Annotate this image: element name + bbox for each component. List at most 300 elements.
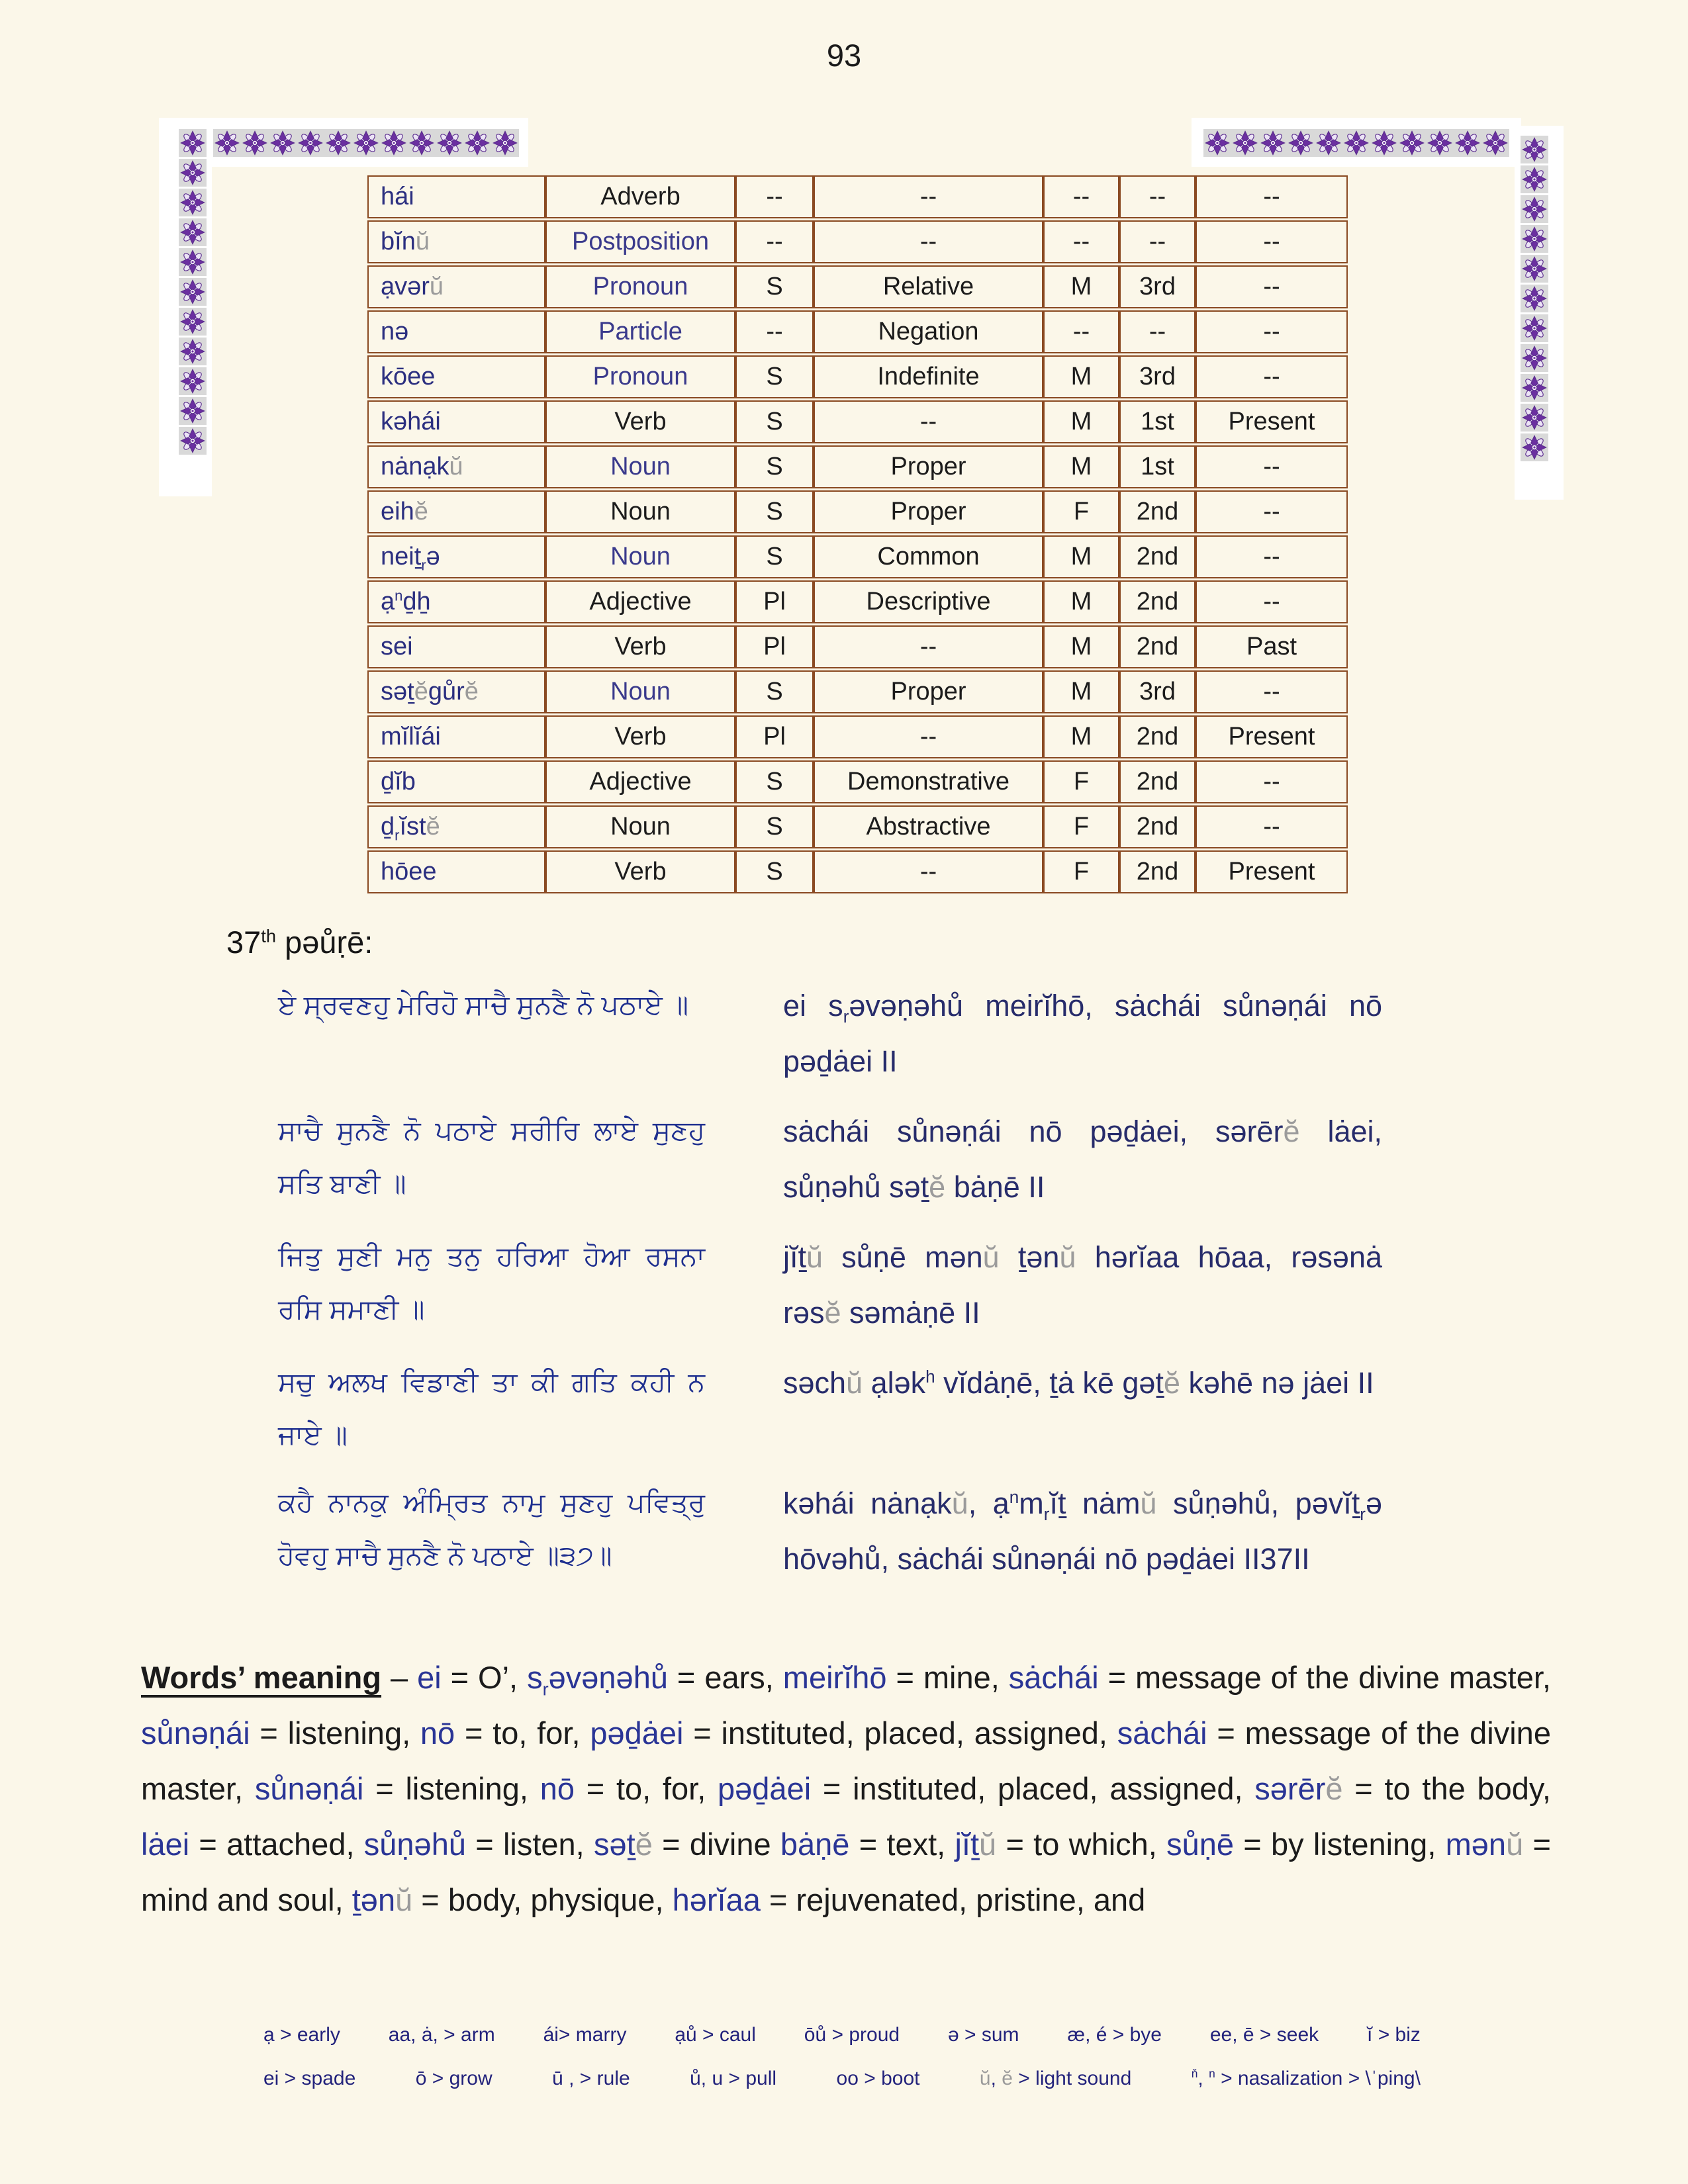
- legend-item: oo > boot: [836, 2068, 920, 2089]
- equals-sign: =: [455, 1715, 493, 1751]
- table-cell: S: [735, 535, 814, 578]
- light-vowel: ŭ: [979, 2068, 991, 2089]
- verse-gurmukhi: ਜਿਤੁ ਸੁਣੀ ਮਨੁ ਤਨੁ ਹਰਿਆ ਹੋਆ ਰਸਨਾ ਰਸਿ ਸਮਾਣੀ ॥: [278, 1241, 705, 1324]
- table-row: [367, 805, 1348, 848]
- flower-tile: [463, 129, 491, 157]
- table-cell: M: [1043, 265, 1119, 308]
- table-row: [367, 220, 1348, 263]
- flower-tile: [1521, 433, 1548, 461]
- flower-icon: [1316, 130, 1341, 156]
- flower-tile: [1521, 285, 1548, 312]
- verse-transliteration: ei $s_rəvəṇəhů$ meirĭhō, sȧchái sůnəṇái nō pəḏȧei II: [783, 989, 1382, 1078]
- flower-icon: [437, 130, 462, 156]
- flower-icon: [353, 130, 379, 156]
- table-cell: --: [1196, 355, 1348, 398]
- flower-icon: [465, 130, 490, 156]
- flower-tile: [179, 159, 207, 187]
- light-vowel: ĕ: [1002, 2068, 1013, 2089]
- flower-icon: [1260, 130, 1286, 156]
- table-cell: S: [735, 445, 814, 488]
- equals-sign: =: [683, 1715, 722, 1751]
- legend-item: ů, u > pull: [690, 2068, 777, 2089]
- table-row: [367, 490, 1348, 533]
- meaning-term: bȧṇē: [780, 1827, 850, 1862]
- meaning-definition: to, for,: [492, 1715, 590, 1751]
- flower-icon: [1522, 256, 1547, 281]
- flower-icon: [1522, 137, 1547, 162]
- meaning-term: lȧei: [141, 1827, 190, 1862]
- flower-icon: [1427, 130, 1452, 156]
- light-vowel: ĕ: [414, 498, 428, 525]
- flower-border-right: [1521, 136, 1548, 461]
- meaning-term: sůnəṇái: [141, 1715, 250, 1751]
- table-cell: S: [735, 400, 814, 443]
- flower-icon: [381, 130, 406, 156]
- table-cell: 1st: [1119, 400, 1196, 443]
- table-cell: --: [1196, 445, 1348, 488]
- table-cell: Particle: [545, 310, 735, 353]
- flower-tile: [1481, 129, 1509, 157]
- table-cell: Proper: [814, 490, 1043, 533]
- flower-icon: [1522, 226, 1547, 251]
- table-cell: --: [735, 310, 814, 353]
- legend-item: ŭ, ĕ > light sound: [979, 2068, 1132, 2089]
- light-vowel: ŭ: [1059, 1240, 1076, 1274]
- table-cell: ạ$^n$ḏẖ: [367, 580, 545, 623]
- table-cell: Pl: [735, 580, 814, 623]
- flower-tile: [380, 129, 408, 157]
- flower-icon: [180, 398, 205, 424]
- light-vowel: ĕ: [414, 678, 428, 705]
- table-cell: --: [1196, 535, 1348, 578]
- table-cell: M: [1043, 445, 1119, 488]
- table-row: [367, 265, 1348, 308]
- grammar-table: [367, 173, 1348, 895]
- equals-sign: =: [441, 1660, 479, 1695]
- verse-gurmukhi: ਸਚੁ ਅਲਖ ਵਿਡਾਣੀ ਤਾ ਕੀ ਗਤਿ ਕਹੀ ਨ ਜਾਏ ॥: [278, 1367, 705, 1450]
- flower-icon: [180, 279, 205, 304]
- flower-icon: [180, 160, 205, 185]
- table-cell: 2nd: [1119, 580, 1196, 623]
- flower-tile: [324, 129, 352, 157]
- legend-row-2: [263, 2068, 1421, 2090]
- flower-border-left: [179, 129, 207, 455]
- table-cell: 3rd: [1119, 265, 1196, 308]
- meaning-term: ei: [417, 1660, 442, 1695]
- flower-border-top-right: [1203, 129, 1509, 157]
- table-cell: 1st: [1119, 445, 1196, 488]
- table-row: [367, 175, 1348, 218]
- flower-tile: [1521, 136, 1548, 163]
- legend-item: $^ň$, $^n$ > nasalization > \ˈping\: [1191, 2067, 1421, 2089]
- table-cell: Present: [1196, 400, 1348, 443]
- flower-icon: [298, 130, 323, 156]
- meaning-definition: listening,: [405, 1771, 540, 1806]
- verse-transliteration: səchŭ ạlək$^h$ vĭdȧṇē, ṯȧ kē gəṯĕ kəhē nə jȧei II: [783, 1366, 1374, 1400]
- verse-gurmukhi: ਕਹੈ ਨਾਨਕੁ ਅੰਮ੍ਰਿਤ ਨਾਮੁ ਸੁਣਹੁ ਪਵਿਤ੍ਰੁ ਹੋਵਹੁ ਸਾਚੈ ਸੁਨਣੈ ਨੋ ਪਠਾਏ ॥੩੭॥: [278, 1487, 705, 1570]
- light-vowel: ŭ: [429, 273, 444, 300]
- verse-transliteration: jĭṯŭ sůṇē mənŭ ṯənŭ hərĭaa hōaa, rəsənȧ rəsĕ səmȧṇē II: [783, 1240, 1383, 1330]
- flower-icon: [1522, 286, 1547, 311]
- table-cell: Demonstrative: [814, 760, 1043, 803]
- table-row: [367, 850, 1348, 893]
- table-row: [367, 715, 1348, 758]
- table-cell: F: [1043, 850, 1119, 893]
- light-vowel: ŭ: [1140, 1486, 1157, 1520]
- table-cell: M: [1043, 715, 1119, 758]
- flower-tile: [1426, 129, 1454, 157]
- flower-tile: [491, 129, 519, 157]
- table-cell: Negation: [814, 310, 1043, 353]
- light-vowel: ŭ: [979, 1827, 997, 1862]
- meaning-definition: rejuvenated, pristine, and: [796, 1882, 1146, 1917]
- verse-row: [278, 978, 1382, 1089]
- flower-tile: [179, 248, 207, 276]
- table-cell: Noun: [545, 490, 735, 533]
- flower-icon: [1483, 130, 1508, 156]
- table-row: [367, 445, 1348, 488]
- meaning-definition: divine: [689, 1827, 780, 1862]
- flower-icon: [409, 130, 434, 156]
- flower-tile: [1521, 225, 1548, 253]
- table-cell: --: [1196, 760, 1348, 803]
- flower-tile: [179, 189, 207, 216]
- table-cell: Adjective: [545, 580, 735, 623]
- equals-sign: =: [996, 1827, 1034, 1862]
- flower-icon: [1344, 130, 1369, 156]
- table-cell: --: [735, 175, 814, 218]
- light-vowel: ĕ: [635, 1827, 653, 1862]
- equals-sign: =: [1234, 1827, 1271, 1862]
- flower-icon: [1522, 345, 1547, 371]
- verse-gurmukhi: ਏ ਸ੍ਰਵਣਹੁ ਮੇਰਿਹੋ ਸਾਚੈ ਸੁਨਣੈ ਨੋ ਪਠਾਏ ॥: [278, 989, 688, 1020]
- table-cell: Pl: [735, 715, 814, 758]
- light-vowel: ĕ: [929, 1170, 946, 1204]
- flower-icon: [1399, 130, 1425, 156]
- flower-tile: [1521, 374, 1548, 402]
- meaning-definition: to, for,: [616, 1771, 718, 1806]
- meaning-definition: mine,: [923, 1660, 1009, 1695]
- table-cell: sei: [367, 625, 545, 668]
- flower-icon: [180, 190, 205, 215]
- flower-tile: [1342, 129, 1370, 157]
- pronunciation-legend: [263, 2024, 1421, 2090]
- meaning-term: mənŭ: [1445, 1827, 1524, 1862]
- flower-tile: [1259, 129, 1287, 157]
- flower-icon: [1522, 167, 1547, 192]
- flower-tile: [179, 397, 207, 425]
- equals-sign: =: [760, 1882, 796, 1917]
- light-vowel: ĕ: [824, 1296, 841, 1330]
- flower-icon: [242, 130, 267, 156]
- legend-item: ạů > caul: [675, 2024, 756, 2046]
- table-cell: M: [1043, 580, 1119, 623]
- flower-icon: [180, 309, 205, 334]
- equals-sign: =: [363, 1771, 406, 1806]
- meaning-definition: attached,: [226, 1827, 364, 1862]
- table-cell: --: [814, 850, 1043, 893]
- words-meaning-separator: –: [381, 1660, 418, 1695]
- verse-transliteration: kəhái nȧnạkŭ, $ạ^nm_rĭṯ$ nȧmŭ sůṇəhů, pəvĭṯ$_r$ə hōvəhů, sȧchái sůnəṇái nō pəḏȧei II37II: [783, 1486, 1382, 1576]
- table-cell: Postposition: [545, 220, 735, 263]
- verse-row: [278, 1476, 1382, 1587]
- flower-icon: [1205, 130, 1230, 156]
- flower-icon: [1522, 316, 1547, 341]
- table-cell: --: [735, 220, 814, 263]
- table-cell: Proper: [814, 670, 1043, 713]
- equals-sign: =: [811, 1771, 853, 1806]
- table-cell: S: [735, 490, 814, 533]
- table-cell: --: [1196, 490, 1348, 533]
- flower-icon: [180, 369, 205, 394]
- table-row: [367, 355, 1348, 398]
- flower-tile: [179, 129, 207, 157]
- table-cell: Present: [1196, 850, 1348, 893]
- flower-tile: [436, 129, 463, 157]
- meaning-term: sərērĕ: [1254, 1771, 1343, 1806]
- meaning-term: hərĭaa: [672, 1882, 761, 1917]
- table-cell: Verb: [545, 400, 735, 443]
- flower-icon: [1522, 197, 1547, 222]
- meaning-definition: body, physique,: [447, 1882, 673, 1917]
- flower-tile: [1315, 129, 1342, 157]
- flower-tile: [1521, 314, 1548, 342]
- flower-icon: [326, 130, 351, 156]
- meaning-term: pəḏȧei: [718, 1771, 812, 1806]
- flower-icon: [180, 250, 205, 275]
- light-vowel: ŭ: [449, 453, 463, 480]
- light-vowel: ŭ: [806, 1240, 823, 1274]
- words-meaning: [141, 1650, 1551, 1928]
- light-vowel: ŭ: [415, 228, 430, 255]
- light-vowel: ŭ: [1506, 1827, 1524, 1862]
- legend-item: ū , > rule: [552, 2068, 630, 2089]
- table-row: [367, 580, 1348, 623]
- table-cell: --: [1119, 175, 1196, 218]
- table-cell: --: [1119, 310, 1196, 353]
- legend-item: ái> marry: [543, 2024, 627, 2046]
- verse-row: [278, 1355, 1382, 1461]
- table-cell: Verb: [545, 715, 735, 758]
- table-cell: hōee: [367, 850, 545, 893]
- legend-item: ĭ > biz: [1367, 2024, 1421, 2046]
- equals-sign: =: [465, 1827, 503, 1862]
- table-cell: bĭnŭ: [367, 220, 545, 263]
- flower-tile: [297, 129, 324, 157]
- meaning-term: səṯĕ: [594, 1827, 653, 1862]
- flower-icon: [180, 339, 205, 364]
- meaning-term: sůnəṇái: [254, 1771, 364, 1806]
- table-cell: 2nd: [1119, 625, 1196, 668]
- flower-tile: [179, 278, 207, 306]
- flower-tile: [179, 338, 207, 365]
- table-cell: --: [1196, 805, 1348, 848]
- flower-icon: [1233, 130, 1258, 156]
- table-cell: nə: [367, 310, 545, 353]
- table-cell: Descriptive: [814, 580, 1043, 623]
- flower-icon: [1522, 375, 1547, 400]
- table-cell: Pronoun: [545, 265, 735, 308]
- table-cell: kəhái: [367, 400, 545, 443]
- table-cell: 2nd: [1119, 760, 1196, 803]
- meaning-term: nō: [420, 1715, 455, 1751]
- light-vowel: ŭ: [395, 1882, 413, 1917]
- equals-sign: =: [1342, 1771, 1385, 1806]
- table-cell: Adjective: [545, 760, 735, 803]
- flower-icon: [492, 130, 518, 156]
- verse-row: [278, 1104, 1382, 1215]
- table-cell: --: [1043, 220, 1119, 263]
- meaning-term: sůṇəhů: [363, 1827, 466, 1862]
- equals-sign: =: [1207, 1715, 1245, 1751]
- page-number: 93: [826, 38, 862, 73]
- light-vowel: ĕ: [1283, 1115, 1300, 1148]
- meaning-definition: listen,: [502, 1827, 594, 1862]
- equals-sign: =: [667, 1660, 705, 1695]
- table-cell: mĭlĭái: [367, 715, 545, 758]
- legend-row-1: [263, 2024, 1421, 2046]
- table-cell: neiṯ$_r$ə: [367, 535, 545, 578]
- meaning-definition: instituted, placed, assigned,: [853, 1771, 1255, 1806]
- light-vowel: ŭ: [846, 1366, 863, 1400]
- table-cell: 3rd: [1119, 670, 1196, 713]
- flower-icon: [1522, 435, 1547, 460]
- table-cell: M: [1043, 670, 1119, 713]
- table-row: [367, 760, 1348, 803]
- light-vowel: ĕ: [1163, 1366, 1180, 1400]
- flower-icon: [1522, 405, 1547, 430]
- table-cell: 3rd: [1119, 355, 1196, 398]
- light-vowel: ŭ: [982, 1240, 1000, 1274]
- legend-item: ōů > proud: [804, 2024, 900, 2046]
- table-cell: --: [814, 715, 1043, 758]
- meaning-definition: mind and soul,: [141, 1882, 352, 1917]
- flower-icon: [1455, 130, 1480, 156]
- table-cell: M: [1043, 625, 1119, 668]
- flower-icon: [1372, 130, 1397, 156]
- meaning-definition: instituted, placed, assigned,: [721, 1715, 1117, 1751]
- light-vowel: ŭ: [951, 1486, 968, 1520]
- table-cell: 2nd: [1119, 715, 1196, 758]
- light-vowel: ĕ: [1325, 1771, 1343, 1806]
- flower-icon: [270, 130, 295, 156]
- flower-tile: [269, 129, 297, 157]
- table-cell: S: [735, 355, 814, 398]
- table-cell: M: [1043, 355, 1119, 398]
- flower-tile: [1521, 165, 1548, 193]
- table-cell: S: [735, 265, 814, 308]
- flower-tile: [1231, 129, 1259, 157]
- table-cell: nȧnạkŭ: [367, 445, 545, 488]
- verse-gurmukhi: ਸਾਚੈ ਸੁਨਣੈ ਨੋ ਪਠਾਏ ਸਰੀਰਿ ਲਾਏ ਸੁਣਹੁ ਸਤਿ ਬਾਣੀ ॥: [278, 1115, 705, 1199]
- legend-item: ạ > early: [263, 2024, 340, 2046]
- flower-icon: [1288, 130, 1313, 156]
- equals-sign: =: [1523, 1827, 1551, 1862]
- flower-tile: [1370, 129, 1398, 157]
- grammar-table-body: [367, 175, 1348, 893]
- table-cell: --: [814, 625, 1043, 668]
- table-cell: --: [1196, 220, 1348, 263]
- meaning-term: meirĭhō: [782, 1660, 887, 1695]
- table-cell: S: [735, 670, 814, 713]
- verse-row: [278, 1230, 1382, 1341]
- table-cell: Past: [1196, 625, 1348, 668]
- equals-sign: =: [886, 1660, 923, 1695]
- equals-sign: =: [849, 1827, 887, 1862]
- table-cell: M: [1043, 400, 1119, 443]
- legend-item: ō > grow: [415, 2068, 492, 2089]
- table-cell: 2nd: [1119, 850, 1196, 893]
- table-cell: 2nd: [1119, 535, 1196, 578]
- table-row: [367, 535, 1348, 578]
- meaning-definition: by listening,: [1270, 1827, 1446, 1862]
- equals-sign: =: [652, 1827, 690, 1862]
- meaning-term: nō: [539, 1771, 575, 1806]
- table-cell: 2nd: [1119, 805, 1196, 848]
- table-cell: Common: [814, 535, 1043, 578]
- legend-item: æ, é > bye: [1067, 2024, 1162, 2046]
- flower-tile: [408, 129, 436, 157]
- meaning-term: pəḏȧei: [590, 1715, 684, 1751]
- flower-icon: [214, 130, 240, 156]
- table-cell: F: [1043, 805, 1119, 848]
- table-cell: --: [1196, 310, 1348, 353]
- table-cell: M: [1043, 535, 1119, 578]
- legend-item: ei > spade: [263, 2068, 356, 2089]
- meaning-definition: to the body,: [1384, 1771, 1551, 1806]
- legend-item: ee, ē > seek: [1209, 2024, 1319, 2046]
- meaning-term: jĭṯŭ: [955, 1827, 997, 1862]
- equals-sign: =: [574, 1771, 616, 1806]
- meaning-definition: ears,: [704, 1660, 783, 1695]
- table-cell: Abstractive: [814, 805, 1043, 848]
- table-cell: --: [814, 400, 1043, 443]
- meaning-definition: text,: [886, 1827, 955, 1862]
- flower-icon: [180, 428, 205, 453]
- table-cell: Pronoun: [545, 355, 735, 398]
- table-cell: --: [1119, 220, 1196, 263]
- words-meaning-title: Words’ meaning: [141, 1660, 382, 1695]
- flower-tile: [352, 129, 380, 157]
- table-cell: --: [1196, 265, 1348, 308]
- table-cell: ḏ$_r$ĭstĕ: [367, 805, 545, 848]
- table-cell: --: [1196, 670, 1348, 713]
- flower-border-top-left: [213, 129, 519, 157]
- section-heading: 37th pəůṛē:: [226, 925, 373, 960]
- flower-tile: [179, 427, 207, 455]
- table-cell: Noun: [545, 535, 735, 578]
- light-vowel: ĕ: [464, 678, 479, 705]
- table-cell: F: [1043, 490, 1119, 533]
- table-cell: S: [735, 850, 814, 893]
- flower-tile: [1521, 195, 1548, 223]
- table-cell: --: [814, 220, 1043, 263]
- meaning-definition: message of the divine master,: [141, 1715, 1551, 1806]
- legend-item: ə > sum: [947, 2024, 1019, 2046]
- table-cell: səṯĕgůrĕ: [367, 670, 545, 713]
- flower-icon: [180, 220, 205, 245]
- table-cell: Noun: [545, 805, 735, 848]
- meaning-term: sȧchái: [1008, 1660, 1099, 1695]
- table-row: [367, 310, 1348, 353]
- table-row: [367, 400, 1348, 443]
- table-cell: Adverb: [545, 175, 735, 218]
- flower-tile: [1203, 129, 1231, 157]
- equals-sign: =: [189, 1827, 227, 1862]
- table-cell: Verb: [545, 850, 735, 893]
- table-row: [367, 625, 1348, 668]
- meaning-term: $s_rəvəṇəhů$: [527, 1660, 668, 1700]
